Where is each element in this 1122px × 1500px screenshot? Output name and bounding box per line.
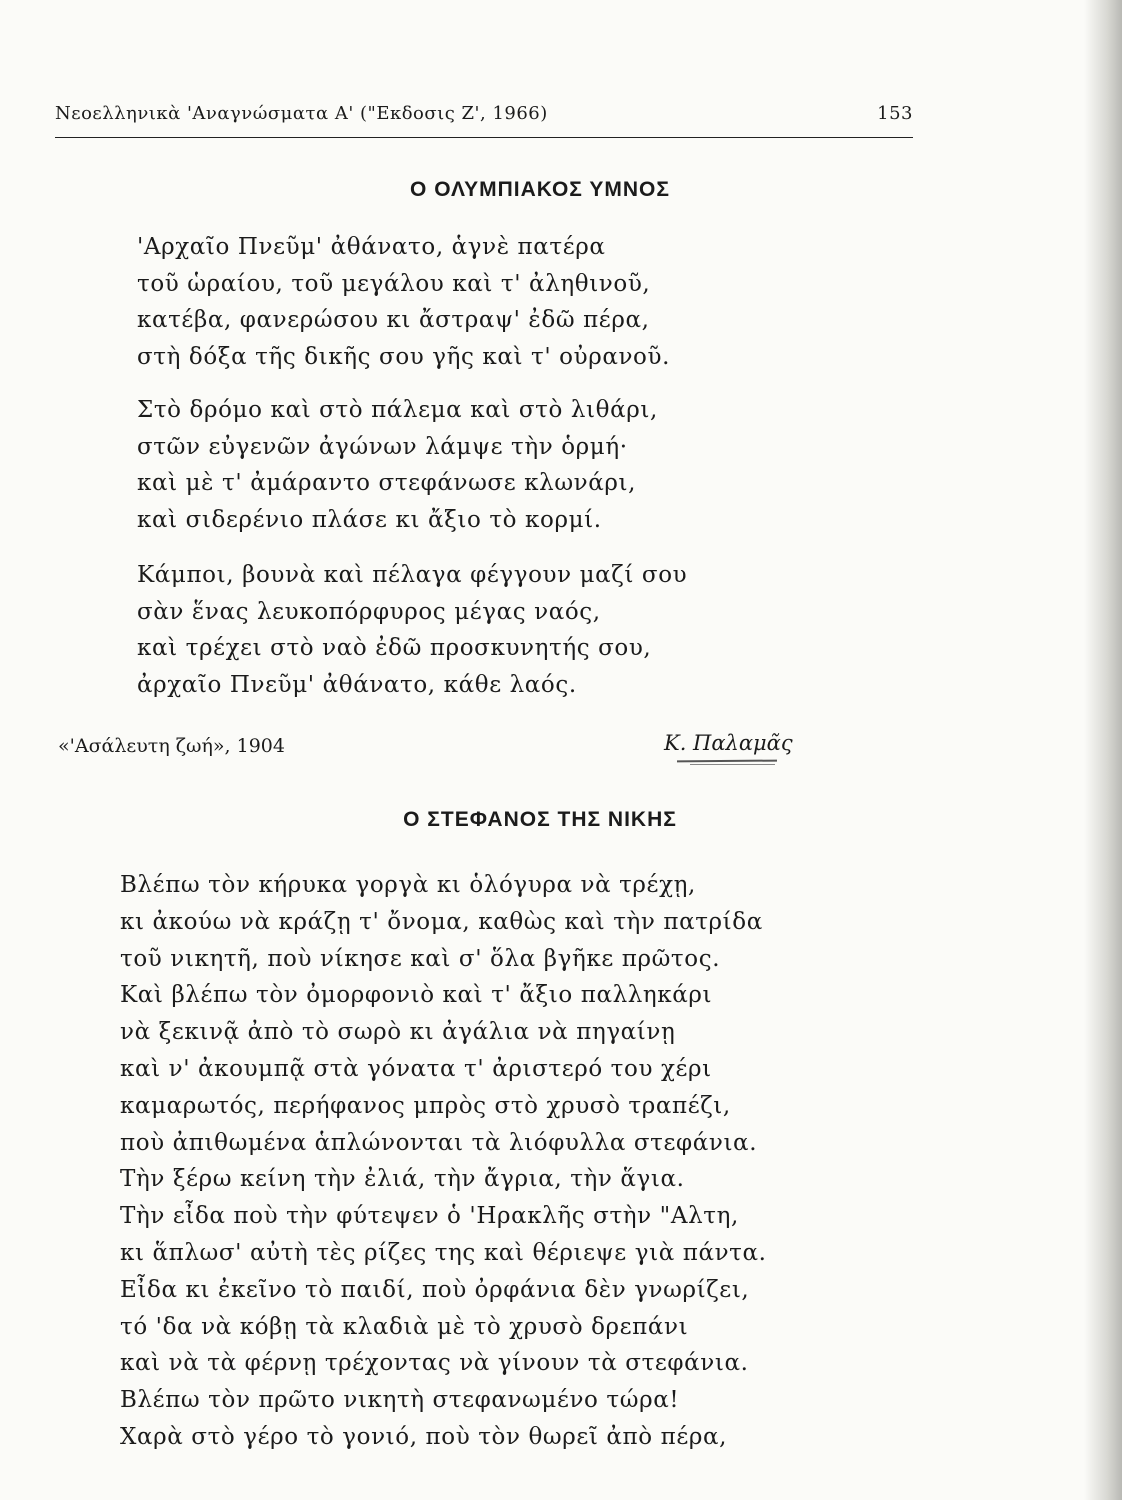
verse-line: Καὶ βλέπω τὸν ὀμορφονιὸ καὶ τ' ἄξιο παλληκάρι [120, 982, 713, 1009]
signature-underline [677, 760, 777, 763]
verse-line: νὰ ξεκινᾷ ἀπὸ τὸ σωρὸ κι ἀγάλια νὰ πηγαίνῃ [120, 1019, 676, 1046]
verse-line: σὰν ἕνας λευκοπόρφυρος μέγας ναός, [137, 598, 601, 625]
verse-line: Χαρὰ στὸ γέρο τὸ γονιό, ποὺ τὸν θωρεῖ ἀπὸ πέρα, [120, 1423, 728, 1450]
poem-title-olympic-hymn: Ο ΟΛΥΜΠΙΑΚΟΣ ΥΜΝΟΣ [410, 178, 670, 201]
verse-line: κατέβα, φανερώσου κι ἄστραψ' ἐδῶ πέρα, [137, 307, 650, 333]
verse-line: τοῦ ὡραίου, τοῦ μεγάλου καὶ τ' ἀληθινοῦ, [137, 270, 651, 297]
verse-line: καὶ ν' ἀκουμπᾷ στὰ γόνατα τ' ἀριστερό του χέρι [120, 1055, 712, 1082]
poem-2-body [120, 872, 900, 1461]
page-edge-shadow [1084, 0, 1122, 1500]
verse-line: Στὸ δρόμο καὶ στὸ πάλεμα καὶ στὸ λιθάρι, [137, 397, 658, 423]
verse-line: καὶ τρέχει στὸ ναὸ ἐδῶ προσκυνητής σου, [137, 635, 652, 661]
author-signature: Κ. Παλαμᾶς [664, 731, 793, 755]
verse-line: Εἶδα κι ἐκεῖνο τὸ παιδί, ποὺ ὀρφάνια δὲν γνωρίζει, [120, 1276, 750, 1303]
verse-line: καὶ σιδερένιο πλάσε κι ἄξιο τὸ κορμί. [137, 506, 602, 533]
stanza-3 [137, 562, 897, 708]
header-rule [55, 137, 913, 138]
verse-line: 'Αρχαῖο Πνεῦμ' ἀθάνατο, ἁγνὲ πατέρα [137, 234, 606, 260]
page-number: 153 [877, 103, 913, 124]
verse-line: τό 'δα νὰ κόβῃ τὰ κλαδιὰ μὲ τὸ χρυσὸ δρεπάνι [120, 1313, 689, 1340]
verse-line: Τὴν ξέρω κείνη τὴν ἐλιά, τὴν ἄγρια, τὴν ἅγια. [120, 1166, 685, 1193]
verse-line: στὴ δόξα τῆς δικῆς σου γῆς καὶ τ' οὐρανοῦ. [137, 343, 670, 370]
running-head [55, 103, 913, 133]
verse-line: Βλέπω τὸν πρῶτο νικητὴ στεφανωμένο τώρα! [120, 1387, 680, 1414]
verse-line: Κάμποι, βουνὰ καὶ πέλαγα φέγγουν μαζί σου [137, 562, 688, 588]
book-title: Νεοελληνικὰ 'Αναγνώσματα Α' ("Εκδοσις Ζ', 1966) [55, 103, 548, 124]
verse-line: Βλέπω τὸν κήρυκα γοργὰ κι ὁλόγυρα νὰ τρέχῃ, [120, 872, 696, 898]
verse-line: καὶ μὲ τ' ἀμάραντο στεφάνωσε κλωνάρι, [137, 470, 637, 496]
verse-line: καμαρωτός, περήφανος μπρὸς στὸ χρυσὸ τραπέζι, [120, 1092, 731, 1119]
verse-line: στῶν εὐγενῶν ἀγώνων λάμψε τὴν ὁρμή· [137, 433, 628, 460]
stanza-1 [137, 234, 897, 380]
verse-line: κι ἅπλωσ' αὐτὴ τὲς ρίζες της καὶ θέριεψε γιὰ πάντα. [120, 1239, 767, 1266]
verse-line: ποὺ ἀπιθωμένα ἁπλώνονται τὰ λιόφυλλα στεφάνια. [120, 1129, 758, 1156]
source-note: «'Ασάλευτη ζωή», 1904 [58, 735, 285, 757]
stanza-2 [137, 397, 897, 543]
verse-line: κι ἀκούω νὰ κράζῃ τ' ὄνομα, καθὼς καὶ τὴν πατρίδα [120, 908, 763, 935]
verse-line: ἀρχαῖο Πνεῦμ' ἀθάνατο, κάθε λαός. [137, 671, 577, 698]
verse-line: καὶ νὰ τὰ φέρνῃ τρέχοντας νὰ γίνουν τὰ στεφάνια. [120, 1350, 749, 1377]
verse-line: Τὴν εἶδα ποὺ τὴν φύτεψεν ὁ 'Ηρακλῆς στὴν "Αλτη, [120, 1203, 739, 1230]
poem-title-wreath-of-victory: Ο ΣΤΕΦΑΝΟΣ ΤΗΣ ΝΙΚΗΣ [403, 808, 677, 831]
signature-underline-2 [690, 764, 775, 765]
verse-line: τοῦ νικητῆ, ποὺ νίκησε καὶ σ' ὅλα βγῆκε πρῶτος. [120, 945, 721, 972]
